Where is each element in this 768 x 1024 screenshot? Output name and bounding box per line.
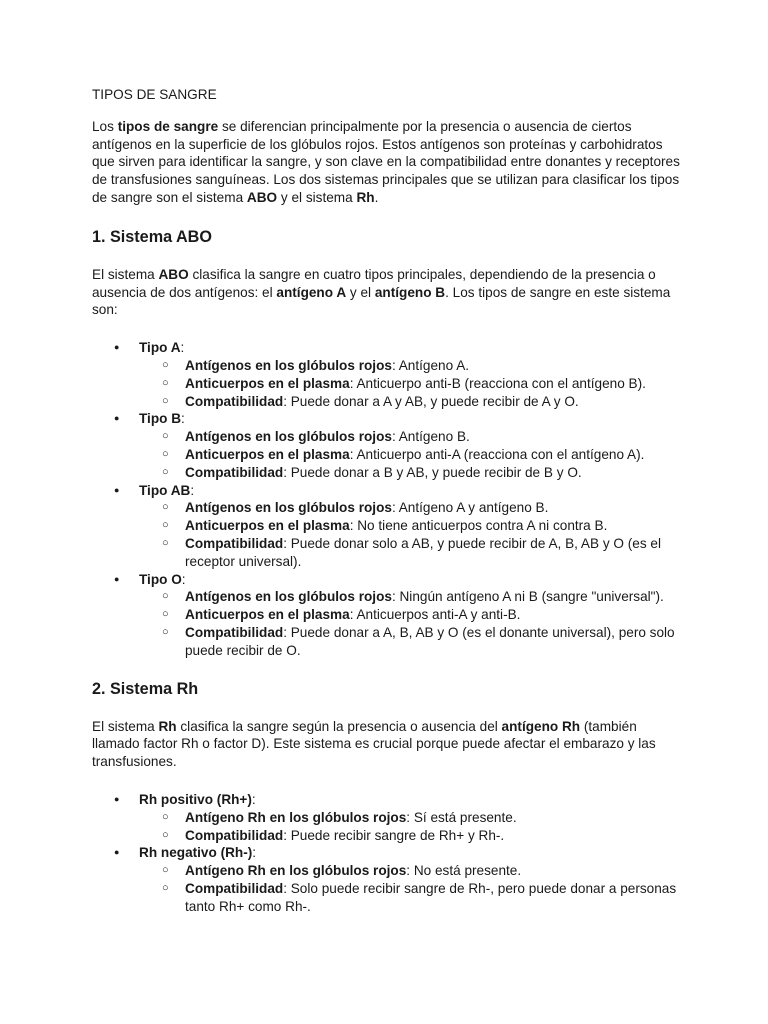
detail-item	[139, 357, 682, 375]
detail-text: : No está presente.	[406, 863, 522, 879]
detail-label: Compatibilidad	[185, 535, 284, 551]
detail-item	[139, 880, 682, 916]
detail-item	[139, 393, 682, 411]
type-name: Tipo O	[139, 571, 182, 587]
intro-text-4: .	[374, 189, 379, 205]
intro-bold-rh: Rh	[356, 189, 375, 205]
detail-label: Compatibilidad	[185, 624, 284, 640]
detail-label: Antígenos en los glóbulos rojos	[185, 500, 392, 516]
abo-text-4: . Los tipos de sangre en este sistema son:	[92, 284, 671, 318]
detail-item	[139, 862, 682, 880]
detail-item	[139, 464, 682, 482]
abo-text-3: y el	[346, 284, 375, 300]
detail-item	[139, 588, 682, 606]
detail-text: : Antígeno A y antígeno B.	[391, 500, 549, 516]
rh-negative: ● Rh negativo (Rh-): ○ Antígeno Rh en los glóbulos rojos: No está presente. ○ Compatibilidad: Solo puede recibir sangre de Rh-, pero puede donar a personas tanto Rh+ como Rh-.	[92, 844, 682, 915]
detail-item	[139, 809, 682, 827]
abo-type-a-details	[139, 357, 682, 410]
rh-positive: ● Rh positivo (Rh+): ○ Antígeno Rh en los glóbulos rojos: Sí está presente. ○ Compatibilidad: Puede recibir sangre de Rh+ y Rh-.	[92, 791, 682, 844]
abo-type-b: ● Tipo B: ○ Antígenos en los glóbulos rojos: Antígeno B. ○ Anticuerpos en el plasma: Anticuerpo anti-A (reacciona con el antígeno A). ○ Compatibilidad: Puede donar a B y AB, y puede recibir de B y O.	[92, 410, 682, 481]
detail-item	[139, 517, 682, 535]
abo-text-1: El sistema	[92, 266, 159, 282]
detail-text: : Anticuerpo anti-A (reacciona con el antígeno A).	[349, 446, 645, 462]
abo-bold-antigeno-b: antígeno B	[374, 284, 446, 300]
rh-text-1: El sistema	[92, 718, 159, 734]
intro-text-2: se diferencian principalmente por la presencia o ausencia de ciertos antígenos en la superficie de los glóbulos rojos. Estos antígenos son proteínas y carbohidratos que sirven para identificar la sangre, y son clave en la compatibilidad entre donantes y receptores de transfusiones sanguíneas. Los dos sistemas principales que se utilizan para clasificar los tipos de sangre son el sistema	[92, 118, 680, 205]
detail-text: : Solo puede recibir sangre de Rh-, pero puede donar a personas tanto Rh+ como Rh-.	[185, 880, 677, 914]
detail-text: : Antígeno A.	[391, 357, 470, 373]
detail-text: : Ningún antígeno A ni B (sangre "universal").	[391, 589, 664, 605]
detail-text: : Anticuerpo anti-B (reacciona con el antígeno B).	[349, 375, 646, 391]
detail-label: Compatibilidad	[185, 393, 284, 409]
rh-negative-details	[139, 862, 682, 915]
heading-abo: 1. Sistema ABO	[92, 227, 212, 246]
detail-text: : Puede donar a A, B, AB y O (es el donante universal), pero solo puede recibir de O.	[185, 624, 675, 658]
detail-item	[139, 428, 682, 446]
detail-item	[139, 535, 682, 571]
rh-text-2: clasifica la sangre según la presencia o ausencia del	[176, 718, 502, 734]
detail-text: : Puede donar solo a AB, y puede recibir de A, B, AB y O (es el receptor universal).	[185, 535, 662, 569]
detail-text: : Sí está presente.	[406, 809, 517, 825]
rh-type-list	[92, 791, 682, 916]
detail-text: : Puede recibir sangre de Rh+ y Rh-.	[283, 827, 505, 843]
detail-text: : No tiene anticuerpos contra A ni contra B.	[349, 518, 608, 534]
rh-bold-antigeno-rh: antígeno Rh	[501, 718, 581, 734]
intro-bold-tipos: tipos de sangre	[117, 118, 219, 134]
intro-bold-abo: ABO	[246, 189, 278, 205]
abo-type-o: ● Tipo O: ○ Antígenos en los glóbulos rojos: Ningún antígeno A ni B (sangre "universal"). ○ Anticuerpos en el plasma: Anticuerpos anti-A y anti-B. ○ Compatibilidad: Puede donar a A, B, AB y O (es el donante universal), pero solo puede recibir de O.	[92, 571, 682, 660]
heading-rh: 2. Sistema Rh	[92, 679, 199, 698]
detail-label: Antígeno Rh en los glóbulos rojos	[185, 809, 407, 825]
rh-positive-details	[139, 809, 682, 845]
detail-text: : Antígeno B.	[391, 429, 470, 445]
detail-label: Anticuerpos en el plasma	[185, 607, 350, 623]
detail-item	[139, 624, 682, 660]
abo-type-a: ● Tipo A: ○ Antígenos en los glóbulos rojos: Antígeno A. ○ Anticuerpos en el plasma: Anticuerpo anti-B (reacciona con el antígeno B). ○ Compatibilidad: Puede donar a A y AB, y puede recibir de A y O.	[92, 339, 682, 410]
detail-label: Compatibilidad	[185, 880, 284, 896]
detail-item	[139, 827, 682, 845]
abo-paragraph	[92, 266, 682, 319]
type-name: Rh negativo (Rh-)	[139, 845, 253, 861]
abo-type-list	[92, 339, 682, 659]
detail-label: Compatibilidad	[185, 827, 284, 843]
intro-text-1: Los	[92, 118, 118, 134]
rh-text-3: (también llamado factor Rh o factor D). Este sistema es crucial porque puede afectar el embarazo y las transfusiones.	[92, 718, 656, 770]
detail-label: Anticuerpos en el plasma	[185, 518, 350, 534]
detail-label: Anticuerpos en el plasma	[185, 446, 350, 462]
detail-label: Anticuerpos en el plasma	[185, 375, 350, 391]
abo-bold-abo: ABO	[158, 266, 189, 282]
type-name: Rh positivo (Rh+)	[139, 791, 252, 807]
document-body	[92, 86, 682, 934]
detail-text: : Anticuerpos anti-A y anti-B.	[349, 607, 521, 623]
type-name: Tipo AB	[139, 482, 191, 498]
detail-label: Antígenos en los glóbulos rojos	[185, 357, 392, 373]
detail-label: Compatibilidad	[185, 464, 284, 480]
detail-item	[139, 606, 682, 624]
detail-item	[139, 375, 682, 393]
intro-paragraph	[92, 118, 682, 207]
abo-type-o-details	[139, 588, 682, 659]
rh-paragraph	[92, 718, 682, 771]
detail-label: Antígenos en los glóbulos rojos	[185, 589, 392, 605]
detail-label: Antígenos en los glóbulos rojos	[185, 429, 392, 445]
abo-type-ab-details	[139, 499, 682, 570]
abo-text-2: clasifica la sangre en cuatro tipos principales, dependiendo de la presencia o ausencia de dos antígenos: el	[92, 266, 656, 300]
abo-type-b-details	[139, 428, 682, 481]
rh-bold-rh: Rh	[158, 718, 177, 734]
intro-text-3: y el sistema	[277, 189, 357, 205]
detail-item	[139, 446, 682, 464]
detail-text: : Puede donar a B y AB, y puede recibir de B y O.	[283, 464, 582, 480]
abo-bold-antigeno-a: antígeno A	[276, 284, 347, 300]
detail-label: Antígeno Rh en los glóbulos rojos	[185, 863, 407, 879]
type-name: Tipo B	[139, 411, 182, 427]
detail-text: : Puede donar a A y AB, y puede recibir de A y O.	[283, 393, 579, 409]
abo-type-ab: ● Tipo AB: ○ Antígenos en los glóbulos rojos: Antígeno A y antígeno B. ○ Anticuerpos en el plasma: No tiene anticuerpos contra A ni contra B. ○ Compatibilidad: Puede donar solo a AB, y puede recibir de A, B, AB y O (es el receptor universal).	[92, 482, 682, 571]
detail-item	[139, 499, 682, 517]
type-name: Tipo A	[139, 340, 181, 356]
document-title: TIPOS DE SANGRE	[92, 87, 217, 102]
